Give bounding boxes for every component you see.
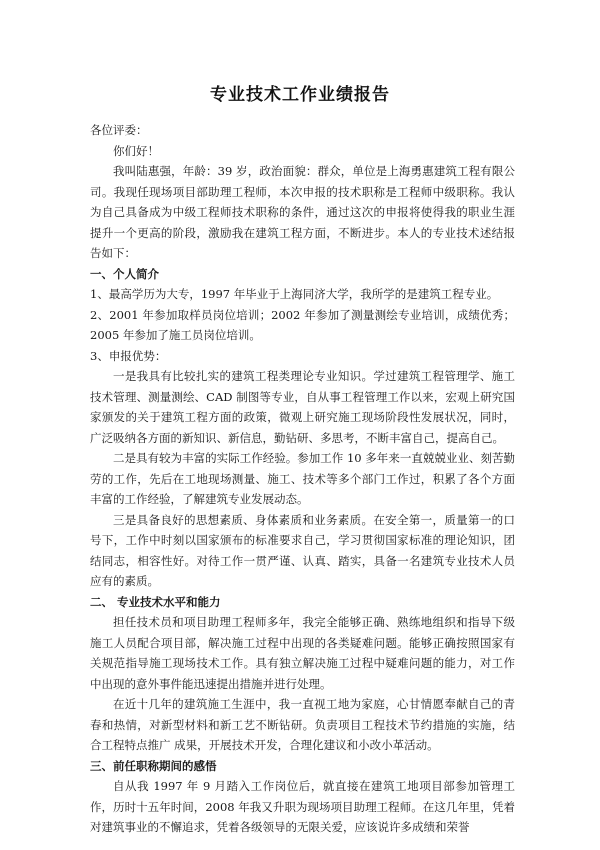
skills-paragraph-1: 担任技术员和项目助理工程师多年，我完全能够正确、熟练地组织和指导下级施工人员配合项目部，解决施工过程中出现的各类疑难问题。能够正确按照国家有关规范指导施工现场技术工作。具有独立解决施工过程中疑难问题的能力，对工作中出现的意外事件能迅速提出措施并进行处理。: [90, 615, 515, 691]
intro-paragraph: 我叫陆惠强，年龄：39 岁，政治面貌：群众，单位是上海勇惠建筑工程有限公司。我现任现场项目部助理工程师，本次申报的技术职称是工程师中级职称。我认为自己具备成为中级工程师技术职称的条件，通过这次的申报将使得我的职业生涯提升一个更高的阶段，激励我在建筑工程方面，不断进步。本人的专业技术述结报告如下：: [90, 164, 515, 260]
advantage-paragraph-3: 三是具备良好的思想素质、身体素质和业务素质。在安全第一，质量第一的口号下，工作中时刻以国家颁布的标准要求自己，学习贯彻国家标准的理论知识，团结同志，相容性好。对待工作一贯严谨、认真、踏实，具备一名建筑专业技术人员应有的素质。: [90, 512, 515, 588]
profile-item-training: 2、2001 年参加取样员岗位培训；2002 年参加了测量测绘专业培训，成绩优秀；2005 年参加了施工员岗位培训。: [90, 307, 515, 342]
reflections-paragraph-1: 自从我 1997 年 9 月踏入工作岗位后，就直接在建筑工地项目部参加管理工作，历时十五年时间，2008 年我又升职为现场项目助理工程师。在这几年里，凭着对建筑事业的不懈追求，凭着各级领导的无限关爱，应该说许多成绩和荣誉: [90, 779, 515, 834]
section-heading-skills: 二、 专业技术水平和能力: [90, 594, 221, 609]
profile-item-advantages: 3、申报优势：: [90, 348, 167, 363]
skills-paragraph-2: 在近十几年的建筑施工生涯中，我一直视工地为家庭，心甘情愿奉献自己的青春和热情，对新型材料和新工艺不断钻研。负责项目工程技术节约措施的实施，结合工程特点推广 成果，开展技术开发，合理化建议和小改小革活动。: [90, 697, 515, 752]
profile-item-education: 1、最高学历为大专，1997 年毕业于上海同济大学，我所学的是建筑工程专业。: [90, 287, 499, 301]
salutation: 各位评委：: [90, 123, 148, 137]
section-heading-reflections: 三、前任职称期间的感悟: [90, 758, 217, 773]
report-body: [90, 120, 515, 838]
greeting: 你们好！: [113, 143, 159, 158]
section-heading-profile: 一、个人简介: [90, 266, 159, 281]
advantage-paragraph-2: 二是具有较为丰富的实际工作经验。参加工作 10 多年来一直兢兢业业、刻苦勤劳的工作，先后在工地现场测量、施工、技术等多个部门工作过，积累了各个方面丰富的工作经验，了解建筑专业发展动态。: [90, 451, 515, 506]
page-title: 专业技术工作业绩报告: [210, 85, 390, 105]
advantage-paragraph-1: 一是我具有比较扎实的建筑工程类理论专业知识。学过建筑工程管理学、施工技术管理、测量测绘、CAD 制图等专业，自从事工程管理工作以来，宏观上研究国家颁发的关于建筑工程方面的政策，微观上研究施工现场阶段性发展状况，同时，广泛吸纳各方面的新知识、新信息，勤钻研、多思考，不断丰富自己，提高自己。: [90, 369, 515, 445]
